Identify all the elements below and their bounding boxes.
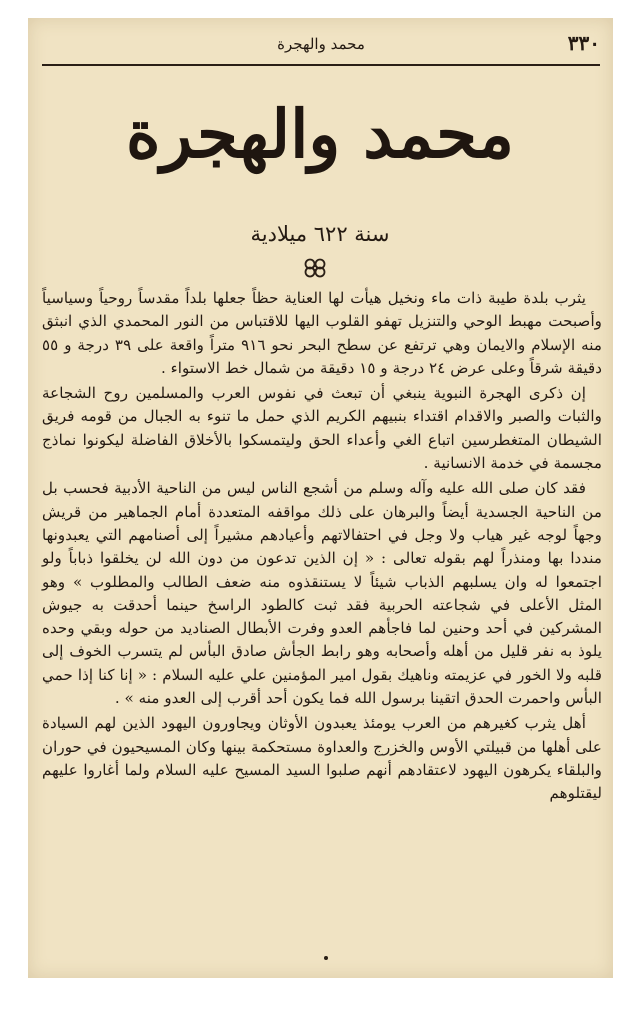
header-rule (42, 64, 600, 66)
floral-ornament-icon (303, 258, 327, 278)
page-number: ٣٣٠ (567, 31, 600, 55)
end-mark (324, 956, 328, 960)
paragraph-4: أهل يثرب كغيرهم من العرب يومئذ يعبدون الأوثان ويجاورون اليهود الذين لهم السيادة على أهلها من قبيلتي الأوس والخزرج والعداوة مستحكمة بينها وكان المسيحيون في حوران والبلقاء يكرهون اليهود لاعتقادهم أنهم صلبوا السيد المسيح عليه السلام ولما أغاروا عليهم ليقتلوهم (42, 714, 602, 803)
article-body (42, 287, 602, 808)
paragraph-3: فقد كان صلى الله عليه وآله وسلم من أشجع الناس ليس من الناحية الأدبية فحسب بل من الناحية الجسدية أيضاً والبرهان على ذلك مواقفه المتعددة أمام الجماهير من قريش وجهاً لوجه غير هياب ولا وجل في احتفالاتهم وأعيادهم مشيراً إلى أصنامهم التي يعبدونها منددا بها ومنذراً لهم بقوله تعالى : « إن الذين تدعون من دون الله لن يخلقوا ذباباً ولو اجتمعوا له وان يسلبهم الذباب شيئاً لا يستنقذوه منه ضعف الطالب والمطلوب » وهو المثل الأعلى في شجاعته الحربية فقد ثبت كالطود الراسخ حينما أحدقت به جيوش المشركين في أحد وحنين لما فاجأهم العدو وفرت الأبطال الصناديد من حوله وبقي وحده يلوذ به نفر قليل من أهله وأصحابه وهو رابط الجأش صادق البأس لم يتسرب الخوف إلى قلبه ولا الخور في عزيمته وناهيك بقول امير المؤمنين علي عليه السلام : « إنا كنا إذا حمي البأس واحمرت الحدق اتقينا برسول الله فما يكون أحد أقرب إلى العدو منه » . (42, 479, 602, 708)
paragraph-2: إن ذكرى الهجرة النبوية ينبغي أن تبعث في نفوس العرب والمسلمين روح الشجاعة والثبات والصبر والاقدام اقتداء بنبيهم الكريم الذي حمل ما تنوء به الجبال من قومه فريق الشيطان المتغطرسين اتباع الغي وأعداء الحق وليتمسكوا بالأخلاق الفاضلة ليكونوا نماذج مجسمة في خدمة الانسانية . (42, 384, 602, 473)
page-header (42, 27, 600, 63)
running-title: محمد والهجرة (277, 35, 365, 53)
article-title: محمد والهجرة (125, 95, 515, 173)
article-subtitle: سنة ٦٢٢ ميلادية (250, 222, 390, 246)
paragraph-1: يثرب بلدة طيبة ذات ماء ونخيل هيأت لها العناية حظاً جعلها بلداً مقدساً روحياً وسياسياً وأصبحت مهبط الوحي والتنزيل تهفو القلوب اليها للاقتباس من النور المحمدي الذي انبثق منه الإسلام والايمان وهي ترتفع عن سطح البحر نحو ٩١٦ متراً واقعة على ٣٩ درجة و ٥٥ دقيقة شرقاً وعلى عرض ٢٤ درجة و ١٥ دقيقة من شمال خط الاستواء . (42, 289, 602, 377)
